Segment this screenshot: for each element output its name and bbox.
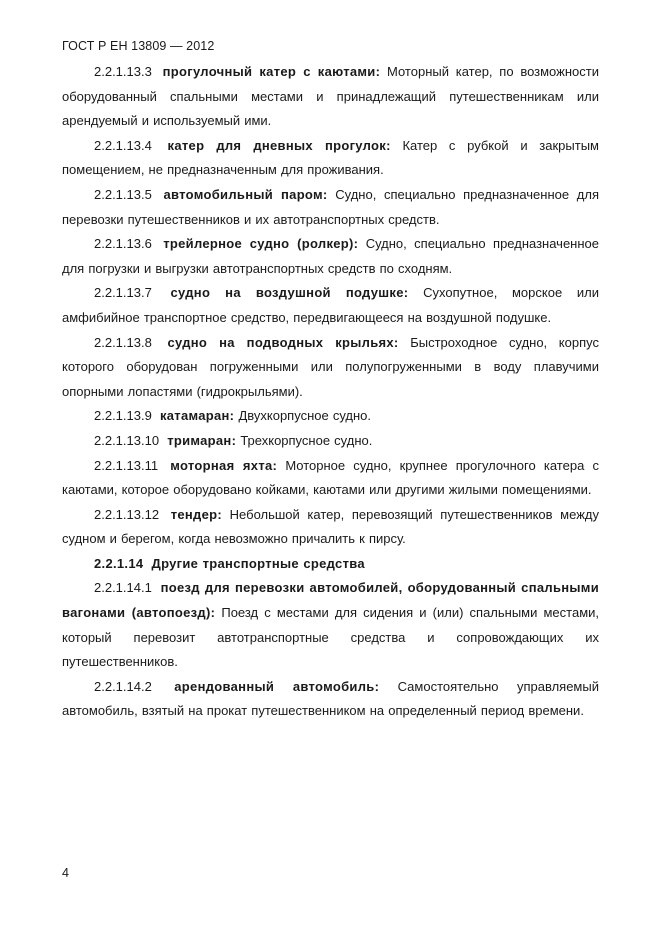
- definition-paragraph: [62, 429, 599, 454]
- clause-number: 2.2.1.13.12: [94, 506, 160, 522]
- document-body: [62, 60, 599, 724]
- term: поезд для перевозки автомобилей, оборудованный спальными вагонами (автопоезд):: [62, 580, 599, 621]
- definition-text: Судно, специально предназначенное для перевозки путешественников и их автотранспортных средств.: [62, 186, 599, 227]
- clause-number: 2.2.1.14.2: [94, 678, 152, 694]
- definition-text: Трехкорпусное судно.: [240, 432, 373, 448]
- term: судно на воздушной подушке:: [170, 285, 409, 301]
- term: арендованный автомобиль:: [174, 678, 380, 694]
- definition-paragraph: [62, 60, 599, 134]
- term: моторная яхта:: [170, 457, 278, 473]
- definition-paragraph: [62, 232, 599, 281]
- clause-number: 2.2.1.13.11: [94, 457, 159, 473]
- page-number: 4: [62, 866, 69, 880]
- definition-text: Моторное судно, крупнее прогулочного катера с каютами, которое оборудовано койками, каютами или другими жилыми помещениями.: [62, 457, 599, 498]
- section-heading: [62, 552, 599, 577]
- definition-paragraph: [62, 576, 599, 674]
- clause-number: 2.2.1.13.6: [94, 236, 152, 252]
- document-header: ГОСТ Р ЕН 13809 — 2012: [62, 39, 215, 53]
- definition-text: Самостоятельно управляемый автомобиль, взятый на прокат путешественником на определенный период времени.: [62, 678, 599, 719]
- definition-paragraph: [62, 183, 599, 232]
- section-number: 2.2.1.14: [94, 555, 144, 571]
- clause-number: 2.2.1.13.4: [94, 137, 152, 153]
- clause-number: 2.2.1.14.1: [94, 580, 152, 596]
- term: автомобильный паром:: [163, 186, 328, 202]
- term: прогулочный катер с каютами:: [162, 64, 381, 79]
- definition-text: Сухопутное, морское или амфибийное транспортное средство, передвигающееся на воздушной подушке.: [62, 285, 599, 325]
- definition-paragraph: [62, 134, 599, 183]
- definition-paragraph: [62, 281, 599, 330]
- definition-text: Катер с рубкой и закрытым помещением, не предназначенным для проживания.: [62, 137, 599, 178]
- clause-number: 2.2.1.13.3: [94, 64, 152, 79]
- term: трейлерное судно (ролкер):: [163, 236, 359, 252]
- definition-text: Небольшой катер, перевозящий путешественников между судном и берегом, когда невозможно причалить к пирсу.: [62, 506, 599, 547]
- term: тендер:: [170, 506, 223, 522]
- clause-number: 2.2.1.13.7: [94, 285, 152, 301]
- definition-paragraph: [62, 454, 599, 503]
- clause-number: 2.2.1.13.5: [94, 186, 152, 202]
- clause-number: 2.2.1.13.9: [94, 408, 152, 424]
- term: катер для дневных прогулок:: [167, 137, 391, 153]
- definition-text: Двухкорпусное судно.: [238, 408, 371, 424]
- section-title: Другие транспортные средства: [151, 555, 365, 571]
- definition-paragraph: [62, 675, 599, 724]
- definition-text: Моторный катер, по возможности оборудованный спальными местами и принадлежащий путешественникам или арендуемый и используемый ими.: [62, 64, 599, 129]
- clause-number: 2.2.1.13.10: [94, 432, 160, 448]
- term: катамаран:: [159, 408, 235, 424]
- term: тримаран:: [167, 432, 237, 448]
- definition-text: Судно, специально предназначенное для погрузки и выгрузки автотранспортных средств по сходням.: [62, 236, 599, 276]
- definition-text: Быстроходное судно, корпус которого оборудован погруженными или полупогруженными в воду плавучими опорными лопастями (гидрокрыльями).: [62, 334, 599, 399]
- definition-paragraph: [62, 404, 599, 429]
- definition-paragraph: [62, 503, 599, 552]
- clause-number: 2.2.1.13.8: [94, 334, 152, 350]
- term: судно на подводных крыльях:: [167, 334, 399, 350]
- definition-text: Поезд с местами для сидения и (или) спальными местами, который перевозит автотранспортные средства и сопровождающих их путешественников.: [62, 605, 600, 670]
- definition-paragraph: [62, 331, 599, 405]
